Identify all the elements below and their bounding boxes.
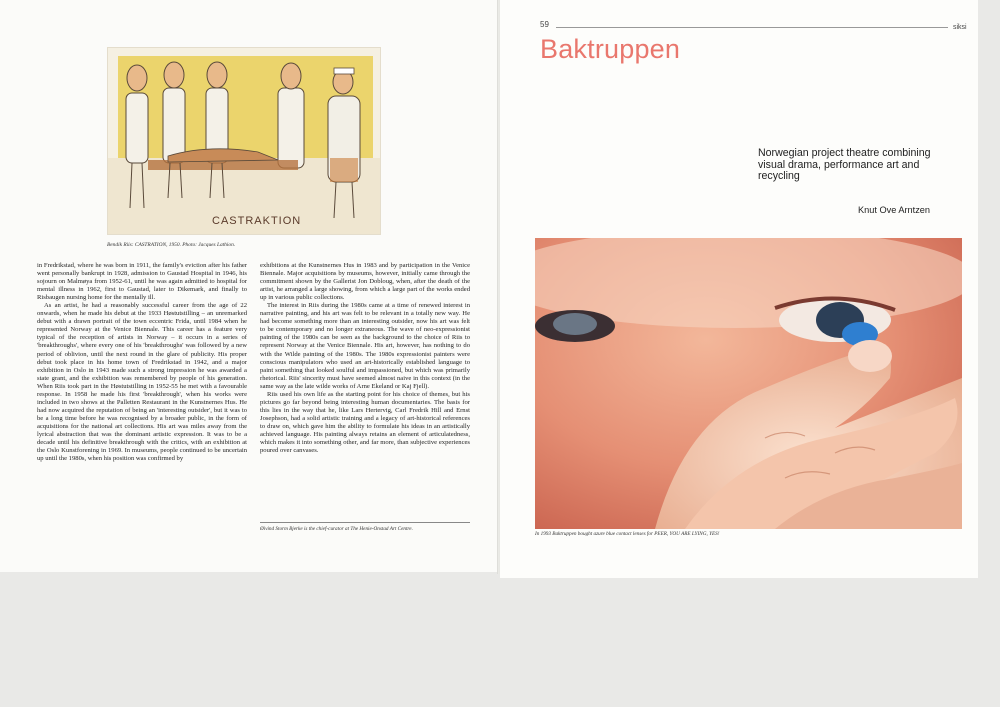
- paragraph: exhibitions at the Kunstnernes Hus in 1983 and by participation in the Venice Biennale. Major acquisitions by museums, however, initially came through the commitment shown by the Gallerist Jon Dobloug, when, after the death of the artist, he arranged a large showing, from which a large part of the works ended up in various public collections.: [260, 262, 470, 302]
- eye-hand-photo: [535, 238, 962, 529]
- paragraph: in Fredrikstad, where he was born in 1911, the family's eviction after his father went personally bankrupt in 1928, admission to Gaustad Hospital in 1946, his sojourn on Malmøya from 1952-61, until he was again admitted to hospital for mental illness in 1962, first to Gaustad, later to Dikemark, and finally to Risbaugen nursing home for the mentally ill.: [37, 262, 247, 302]
- header-divider: [556, 27, 948, 28]
- page-number: 59: [540, 20, 549, 29]
- paragraph: Riis used his own life as the starting point for his choice of themes, but his pictures go far beyond being interesting human documentaries. The basis for this lies in the way that he, like Lars Hertervig, Carl Fredrik Hill and Ernst Josephson, had a solid artistic training and a legacy of art-historical references to draw on, which gave him the ability to formulate his ideas in an artistically achieved language. His painting always retains an element of articulatedness, which makes it into something other, and far more, than subjective experiences poured over canvases.: [260, 390, 470, 455]
- castration-drawing: [108, 48, 380, 234]
- article-author: Knut Ove Arntzen: [858, 205, 931, 215]
- castration-drawing-figure: [107, 47, 381, 235]
- contact-lens-photo: [535, 238, 962, 529]
- figure-label: CASTRAKTION: [212, 215, 302, 227]
- author-footnote: Øivind Storm Bjerke is the chief-curator at The Henie-Onstad Art Centre.: [260, 526, 413, 532]
- text-column-2: [260, 262, 470, 455]
- figure-caption: Bendik Riis: CASTRATION, 1950. Photo: Jacques Lathion.: [107, 242, 236, 248]
- article-title: Baktruppen: [540, 34, 681, 64]
- footnote-divider: [260, 522, 470, 523]
- paragraph: The interest in Riis during the 1980s came at a time of renewed interest in narrative painting, and his art was felt to be relevant in a totally new way. He had become something more than an interesting outsider, now his art was felt to be contemporary and no longer extraneous. The wave of neo-expressionist painting of the 1980s can be seen as the background to the choice of Riis to represent Norway at the Venice Biennale. His art, however, has nothing to do with the Wilde painting of the 1980s. The 1980s expressionist painters were conscious manipulators who used an art-historically established language to paint something that looked soulful and impassioned, but which was primarily rhetorical. Riis' sincerity must have seemed almost naive in this context (in the same way as the late wilde works of Arne Ekeland or Kaj Fjell).: [260, 302, 470, 390]
- photo-caption: In 1993 Baktruppen bought azure blue contact lenses for PEER, YOU ARE LYING, YES!: [535, 531, 720, 537]
- section-label: siksi: [953, 24, 967, 31]
- paragraph: As an artist, he had a reasonably successful career from the age of 22 onwards, when he made his debut at the 1933 Høstutstilling – an unremarked debut with a drawn portrait of the town eccentric Frida, until 1984 when he represented Norway at the Venice Biennale. This career has a feature very typical of the reception of artists in Norway – it occurs in a series of 'breakthroughs', where every one of his 'breakthroughs' was followed by a new period of oblivion, until the next round in the glare of publicity. His proper debut took place in his home town of Fredrikstad in 1942, and a major exhibition in Oslo in 1943 made such a strong impression he was awarded a state grant, and the exhibition was remembered by people of his generation. When Riis took part in the Høstutstilling in 1952-55 he met with a favourable response. In 1958 he made his first 'breakthrough', when his works were included in two shows at the Palletten Restaurant in the Kunstnernes Hus. He had now acquired the reputation of being an 'interesting outsider', but it was to be a long time before he was recognised by a broader public, in the form of acquisitions for the national art collections. His art was miles away from the lyrical abstraction that was the dominant artistic expression. It was to be a decade until his definitive breakthrough with the critics, with an exhibition at the Oslo Kunstforening in 1969. In museums, people continued to be uncertain up until the 1980s, when his position was confirmed by: [37, 302, 247, 463]
- text-column-1: [37, 262, 247, 463]
- article-subtitle: Norwegian project theatre combining visual drama, performance art and recycling: [758, 147, 931, 182]
